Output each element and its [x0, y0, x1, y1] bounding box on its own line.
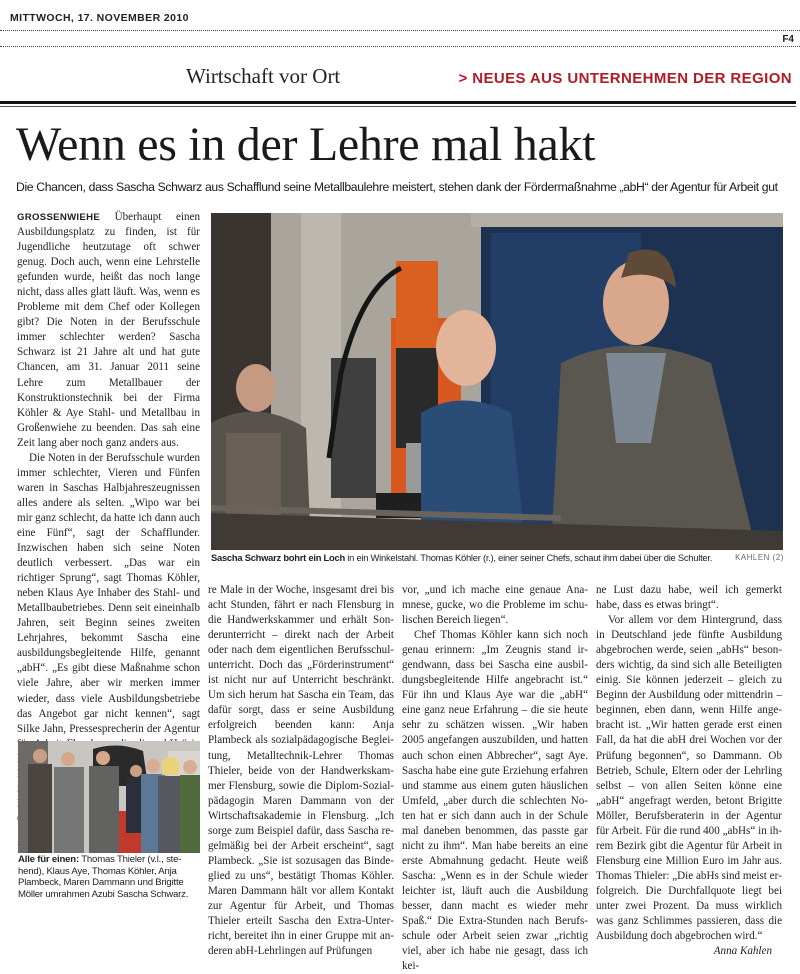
article-column-4: [596, 583, 782, 959]
author-byline: Anna Kahlen: [713, 945, 772, 958]
header-rule-thin: [0, 106, 796, 107]
issue-date: MITTWOCH, 17. NOVEMBER 2010: [10, 12, 189, 24]
paragraph: Chef Thomas Köhler kann sich noch genau erinnern: „Im Zeugnis stand irgendwann, dass bei Sascha eine ausbildungsbegleitende Hilfe angebracht ist.“ Für ihn und Klaus Aye war die „abH“ eine ganz neue Erfahrung – die sie heute sehr zu schätzen wissen. „Wir haben 2005 angefangen auszubilden, und hatten auch schon einen Abbrecher“, sagt Aye. Sascha habe eine gute Erziehung erfahren und stamme aus einem guten häuslichen Umfeld, „aber durch die schlechten Noten hat er sich dann auch in der Schule mal daneben benommen, das passte gar nicht zu ihm“. Man habe bereits an eine erste Abmahnung gedacht. Heute weiß Sascha: „Wenn es in der Schule wieder leichter ist, läuft auch die Ausbildung besser, dann macht es wieder mehr Spaß.“ Die Extra-Stunden nach Berufsschule oder Arbeit seien zwar „richtig viel, aber ich habe nie gesagt, dass ich kei-: [402, 629, 588, 973]
dotted-rule-bottom: [0, 46, 800, 47]
caption-text: in ein Winkelstahl. Thomas Köhler (r.), einer seiner Chefs, schaut ihm dabei über die Schulter.: [344, 552, 713, 563]
section-rubric: > NEUES AUS UNTERNEHMEN DER REGION: [458, 70, 792, 87]
group-photo-caption: [18, 854, 204, 900]
paragraph: ne Lust dazu habe, weil ich gemerkt habe, dass es etwas bringt“.: [596, 584, 782, 612]
caption-text: Thomas Thieler (v.l., stehend), Klaus Aye, Thomas Köhler, Anja Plambeck, Maren Dammann und Brigitte Möller umrahmen Azubi Sascha Schwarz.: [18, 854, 189, 900]
paragraph: [17, 210, 200, 451]
paragraph: Vor allem vor dem Hintergrund, dass in Deutschland jede fünfte Ausbildung abgebrochen werde, seien „abHs“ besonders wichtig, da sind sich alle Beteiligten einig. Sie können jederzeit – gleich zu Beginn der Ausbildung oder mittendrin – beginnen, eben dann, wenn Hilfe angebracht ist. „Wir hatten gerade erst einen Fall, da hat die abH drei Wochen vor der Prüfung begonnen“, so Dammann. Ob Betrieb, Schule, Eltern oder der Lehrling selbst – von allen Seiten könne eine „abH“ angefragt werden, betont Brigitte Möller, Berufsberaterin in der Agentur für Arbeit. Für die rund 400 „abHs“ in ihrem Bezirk gibt die Agentur für Arbeit in Flensburg eine Million Euro im Jahr aus. Thomas Thieler: „Die abHs sind meist erfolgreich. Die Durchfallquote liegt bei unter zwei Prozent. Da muss wirklich was ganz Schlimmes passieren, dass die Ausbildung doch abgebrochen wird.“: [596, 614, 782, 943]
section-title: Wirtschaft vor Ort: [186, 64, 341, 88]
page-number: F4: [782, 34, 794, 45]
caption-lead: Sascha Schwarz bohrt ein Loch: [211, 552, 345, 563]
main-photo-drilling: [211, 213, 783, 550]
main-photo-image: [211, 213, 783, 550]
caption-lead: Alle für einen:: [18, 854, 79, 865]
article-column-3: [402, 583, 588, 974]
paragraph: re Male in der Woche, insgesamt drei bis acht Stunden, fährt er nach Flensburg in die Handwerkskammer und erhält Sonderunterricht – direkt nach der Arbeit oder nach dem eigentlichen Berufsschulunterricht. Doch das „Förderinstrument“ ist nicht nur auf Unterricht beschränkt. Um sich herum hat Sascha ein Team, das dafür sorgt, dass er seine Ausbildung erfolgreich beenden kann: Anja Plambeck als sozialpädagogische Begleitung, Metalltechnik-Lehrer Thomas Thieler, beide von der Handwerkskammer Flensburg, sowie die Diplom-Sozialpädagogin Maren Dammann von der Wirtschaftsakademie in Flensburg. „Ich sorge zum Beispiel dafür, dass Sascha regelmäßig bei der Arbeit erscheint“, sagt Plambeck. „Sie ist sozusagen das Bindeglied zu uns“, bestätigt Thomas Köhler. Maren Dammann hält vor allem Kontakt zur Agentur für Arbeit, und Thomas Thieler erteilt Sascha den Extra-Unterricht, bereitet ihn in einer Gruppe mit anderen abH-Lehrlingen auf Prüfungen: [208, 584, 394, 958]
header-rule-thick: [0, 101, 796, 104]
location-dateline: GROSSENWIEHE: [17, 212, 101, 223]
group-photo: [18, 741, 200, 853]
paragraph: vor, „und ich mache eine genaue Anamnese, gucke, wo die Probleme im schulischen Bereich liegen“.: [402, 584, 588, 627]
paragraph-text: Überhaupt einen Ausbildungsplatz zu finden, ist für Jugendliche heutzutage oft schwer genug. Doch auch, wenn eine Lehrstelle gefunden wurde, heißt das noch lange nicht, dass alles glatt läuft. Was, wenn es Probleme mit dem Chef oder Kollegen gibt? Die Noten in der Berufsschule immer schlechter werden? Sascha Schwarz ist 21 Jahre alt und hat gute Chancen, am 31. Januar 2011 seine Lehre zum Metallbauer der Konstruktionstechnik bei der Firma Köhler & Aye Stahl- und Metallbau in Großenwiehe zu beenden. Das sah eine Zeit lang aber noch ganz anders aus.: [17, 211, 200, 449]
article-headline: Wenn es in der Lehre mal hakt: [16, 118, 596, 171]
main-photo-caption: [211, 552, 786, 563]
article-column-2: [208, 583, 394, 959]
photo-credit: KAHLEN (2): [735, 553, 784, 562]
group-photo-image: [18, 741, 200, 853]
dotted-rule-top: [0, 30, 800, 31]
article-subheadline: Die Chancen, dass Sascha Schwarz aus Schafflund seine Metallbaulehre meistert, stehen dank der Fördermaßnahme „abH“ der Agentur für Arbeit gut: [16, 180, 778, 194]
paragraph: Die Noten in der Berufsschule wurden immer schlechter, Vieren und Fünfen waren in Saschas Halbjahreszeugnissen alles andere als selten. „Wipo war bei mir ganz schlecht, da hatte ich dann auch eine Fünf“, sagt der Schafflunder. Inzwischen haben sich seine Noten deutlich verbessert. „Das war ein richtiger Sprung“, sagt Thomas Köhler, neben Klaus Aye Inhaber des Stahl- und Metallbaubetriebes. Denn seit eineinhalb Jahren, seit Beginn seines zweiten Lehrjahres, bekommt Sascha eine ausbildungsbegleitende Hilfe, genannt „abH“. „Es gibt diese Maßnahme schon viele Jahre, aber wir merken immer wieder, dass viele Ausbildungsbetriebe das Angebot gar nicht kennen“, sagt Silke Jahn, Pressesprecherin der Agentur: [17, 451, 200, 735]
